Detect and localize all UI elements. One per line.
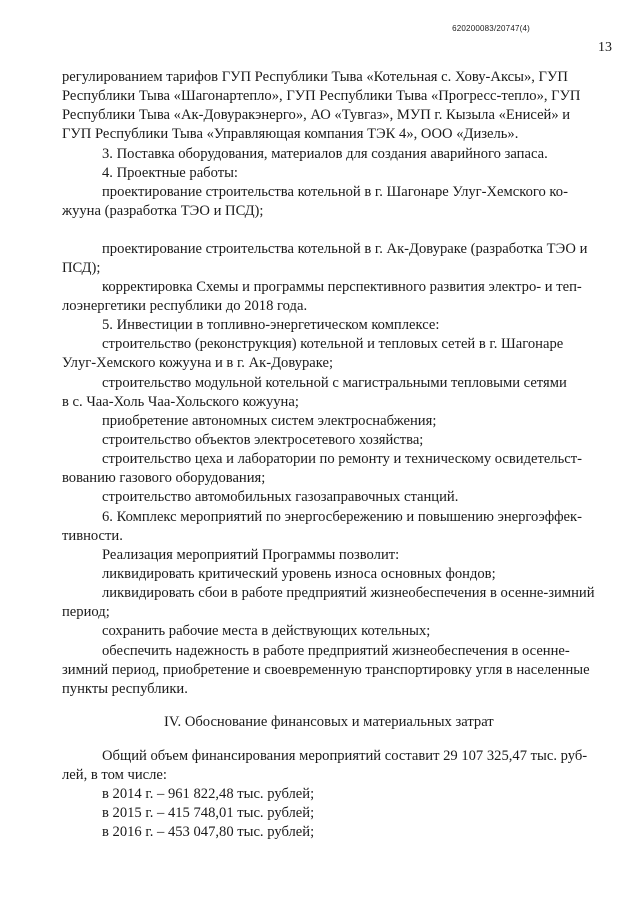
page-number: 13 (598, 40, 612, 55)
section-heading: IV. Обоснование финансовых и материальных затрат (164, 714, 494, 730)
document-id: 620200083/20747(4) (452, 24, 530, 33)
